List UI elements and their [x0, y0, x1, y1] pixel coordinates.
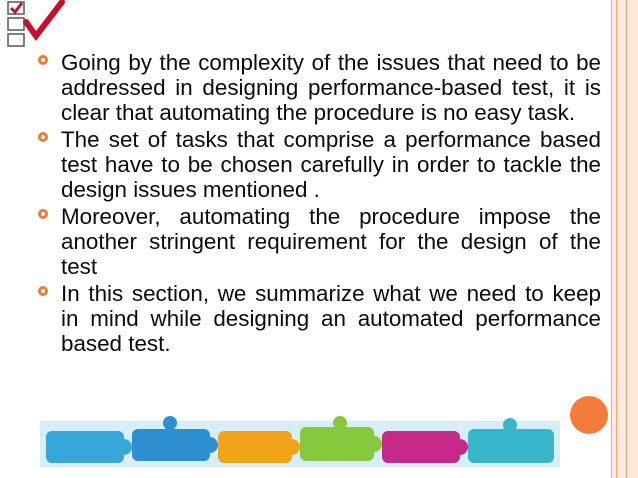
bullet-list	[38, 50, 601, 358]
bullet-text: Going by the complexity of the issues that need to be addressed in designing performance-based test, it is clear that automating the procedure is no easy task.	[61, 50, 601, 125]
bullet-ring-icon	[38, 132, 48, 142]
bullet-item	[38, 204, 601, 279]
bullet-ring-icon	[38, 55, 48, 65]
checklist-icon	[6, 0, 68, 48]
bullet-ring-icon	[38, 209, 48, 219]
bullet-ring-icon	[38, 286, 48, 296]
orange-dot	[570, 396, 608, 434]
bullet-text: The set of tasks that comprise a performance based test have to be chosen carefully in order to tackle the design issues mentioned .	[61, 127, 601, 202]
bullet-item	[38, 127, 601, 202]
band-line-inner	[616, 0, 617, 478]
band-line-left	[611, 0, 612, 478]
bullet-text: In this section, we summarize what we need to keep in mind while designing an automated performance based test.	[61, 281, 601, 356]
puzzle-banner	[40, 415, 560, 471]
bullet-text: Moreover, automating the procedure impose the another stringent requirement for the design of the test	[61, 204, 601, 279]
bullet-item	[38, 281, 601, 356]
band-line-right	[626, 0, 627, 478]
bullet-item	[38, 50, 601, 125]
